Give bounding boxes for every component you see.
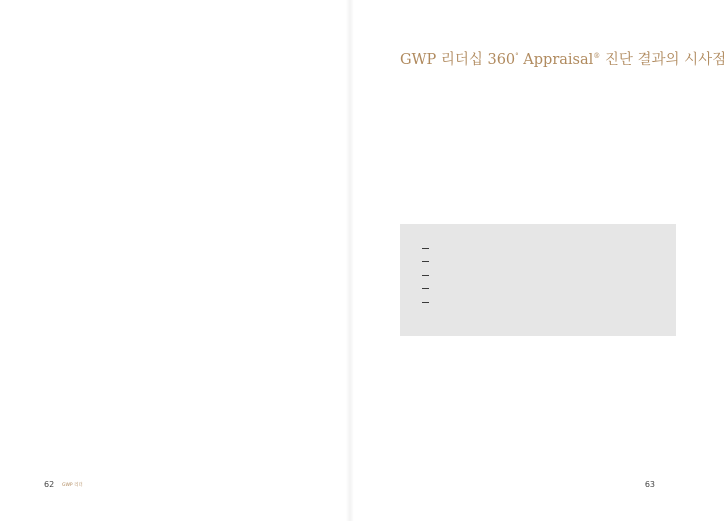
- footer-mark: GWP 리더: [62, 483, 83, 488]
- title-part: 진단 결과의 시사점: [600, 52, 726, 68]
- right-page-number: 63: [644, 480, 655, 489]
- dash-icon: [422, 275, 429, 276]
- quote-item: [422, 283, 676, 297]
- quote-item: [422, 269, 676, 283]
- quote-item: [422, 296, 676, 310]
- title-part: Appraisal: [518, 52, 594, 68]
- quote-box: [400, 224, 676, 336]
- title-degree-sup: °: [515, 52, 519, 61]
- title-part: GWP 리더십 360: [400, 52, 516, 68]
- quote-item: [422, 256, 676, 270]
- left-page: [0, 0, 350, 521]
- dash-icon: [422, 302, 429, 303]
- right-page: [350, 0, 726, 521]
- dash-icon: [422, 248, 429, 249]
- dash-icon: [422, 261, 429, 262]
- title-registered-sup: ®: [593, 52, 601, 61]
- section-title: [400, 48, 726, 69]
- dash-icon: [422, 288, 429, 289]
- quote-list: [400, 224, 676, 310]
- quote-item: [422, 242, 676, 256]
- left-page-number: 62: [44, 480, 55, 489]
